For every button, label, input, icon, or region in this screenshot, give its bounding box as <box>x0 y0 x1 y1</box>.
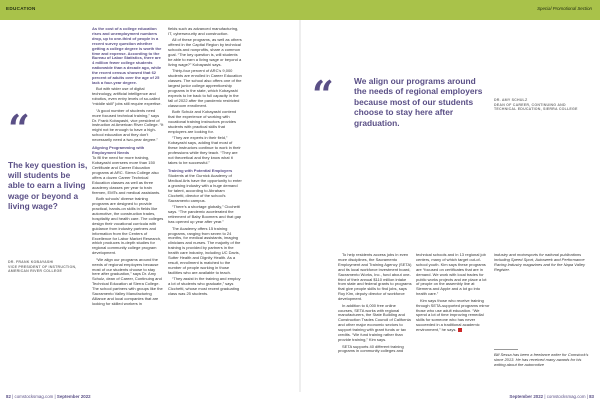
subheading: Aligning Programming with Employment Needs <box>92 145 145 155</box>
paragraph: technical schools and in 13 regional job centers, many of which target out-of-school youth. Kim says these programs are “focused on certificates that are in demand. We work with local trades for public works projects and we place a lot of people on the assembly line at Siemens and Apple and a lot go into health care.” <box>416 253 487 297</box>
quote-mark-icon: “ <box>312 72 334 117</box>
paragraph: Both Schulz and Kobayashi contend that the experience of working with vocational training instructors provides students with practical skills that employers are looking for. <box>168 109 237 134</box>
attribution-title: DEAN OF CAREER, CONTINUING AND TECHNICAL EDUCATION, SIERRA COLLEGE <box>494 102 578 112</box>
section-label: EDUCATION <box>6 6 36 11</box>
paragraph: To help residents access jobs in even more disciplines, the Sacramento Employment and Training Agency (SETA) and its local workforce investment board, Sacramento Works, Inc., fund about one-third of their annual $110 million intake from state and federal grants to programs that give people skills to find jobs, says Roy Kim, deputy director of workforce development. <box>338 253 412 302</box>
footer-separator: | <box>12 394 15 399</box>
author-bio: Bill Sessa has been a freelance writer for Comstock’s since 2013. He has received many awards for his writing about the automotive <box>494 352 589 367</box>
footer-separator: | <box>586 394 590 399</box>
paragraph-text: Kim says those who receive training through SETA-supported programs mirror those who use adult education. “We spend a lot of time improving remedial skills for someone who has never succeeded in a traditional academic environment,” he says. <box>416 297 490 333</box>
article-lede: As the cost of a college education rises and unemployment numbers drop, up to one-third of people in a recent survey question whether getting a college degree is worth the time and expense. According to the Bureau of Labor Statistics, there are 4 million fewer college students nationwide than a decade ago, while the recent census showed that 62 percent of adults over the age of 25 lack a four-year degree. <box>92 27 162 85</box>
paragraph: “There’s a shortage globally,” Cicchetti says. “The pandemic accelerated the retirement of Baby Boomers and that gap has opened up year after year.” <box>168 204 242 225</box>
paragraph: Both schools’ diverse training programs are designed to provide practical, hands-on skills in fields like automotive, the construction trades, hospitality and health care. The colleges design their vocational curricula with guidance from industry partners and information from the Centers of Excellence for Labor Market Research, which produces in-depth studies for regional community college program development. <box>92 196 164 256</box>
paragraph: Thirty-four percent of ARC’s 9,000 students are enrolled in Career Education classes. The school also offers one of the largest junior college apprenticeship programs in the state, which Kobayashi expects to be back to full capacity in the fall of 2022 after the pandemic restricted classroom enrollment. <box>168 68 242 108</box>
paragraph: industry and motorsports for national publications including Speed Sport, Autoweek and Performance Racing Industry magazines and for the Napa Valley Register. <box>494 253 586 272</box>
footer-site-link[interactable]: comstocksmag.com <box>546 394 586 399</box>
pull-quote-left-attribution <box>8 260 90 274</box>
page-number: 83 <box>589 394 594 399</box>
paragraph: But with wider use of digital technology, artificial intelligence and robotics, even entry levels of so-called “middle skill” jobs still require expertise. <box>92 86 162 107</box>
article-column-1 <box>92 27 164 389</box>
footer-issue: September 2022 <box>56 394 91 399</box>
page-gutter <box>299 20 301 392</box>
paragraph: “They assist in the training and employ a lot of students who graduate,” says Cicchetti, whose most recent graduating class was 25 students. <box>168 276 241 296</box>
paragraph: To fill the need for more training, Kobayashi oversees more than 150 Certificate and Career Education programs at ARC. Sierra College also offers a dozen Career Technical Education classes as well as three academy classes per year to train firemen, EMTs and medical assistants. <box>92 155 161 195</box>
top-banner-left <box>0 0 300 20</box>
subheading: Training with Potential Employers <box>168 167 233 173</box>
paragraph-final <box>416 299 490 333</box>
footer-separator: | <box>54 394 57 399</box>
bio-divider <box>494 349 518 350</box>
pull-quote-right-attribution <box>494 98 586 112</box>
paragraph: “A good number of students need more focused technical training,” says Dr. Frank Kobayashi, vice president of instruction at American River College. “It might not be enough to have a high-school education and they don’t necessarily need a two-year degree.” <box>92 107 164 143</box>
paragraph: “We align our programs around the needs of regional employers because most of our students choose to stay here after graduation,” says Dr. Amy Schulz, dean of Career, Continuing and Technical Education at Sierra College. The school partners with groups like the Sacramento Valley Manufacturing Alliance and local companies that are looking for skilled workers in <box>92 256 163 306</box>
footer-left <box>6 394 91 399</box>
footer-separator: | <box>544 394 547 399</box>
article-column-3 <box>338 253 412 387</box>
promo-label: Special Promotional Section <box>537 6 592 11</box>
paragraph: In addition to 6,000 free online courses, SETA works with regional manufacturers, the State Building and Construction Trades Council of California and other major economic sectors to support training with grant funds or tax credits. “We fund training rather than provide training,” Kim says. <box>338 302 411 342</box>
paragraph: All of these programs, as well as others offered in the Capital Region by technical schools and nonprofits, share a common goal. “The key question is, will students be able to earn a living wage or beyond a living wage?” Kobayashi says. <box>168 37 242 67</box>
article-column-2 <box>168 27 242 389</box>
end-mark-icon <box>458 328 462 332</box>
page-number: 82 <box>6 394 11 399</box>
attribution-name: DR. AMY SCHULZ <box>494 98 528 102</box>
quote-mark-icon: “ <box>8 106 30 151</box>
paragraph: “They are experts in their field,” Kobayashi says, adding that most of these instructors continue to work in their professions while they teach. “They are not theoretical and they know what it takes to be successful.” <box>168 135 241 165</box>
footer-site-link[interactable]: comstocksmag.com <box>14 394 54 399</box>
paragraph: SETA supports 40 different training programs in community colleges and <box>338 343 404 354</box>
article-column-4 <box>416 253 490 387</box>
footer-issue: September 2022 <box>509 394 544 399</box>
pull-quote-left: The key question is, will students be able to earn a living wage or beyond a living wage? <box>8 160 88 211</box>
paragraph: Students at the Gurnick Academy of Medical Arts have the opportunity to enter a growing industry with a huge demand for talent, according to Abraham Cicchetti, director of the school’s Sacramento campus. <box>168 173 242 203</box>
article-column-5 <box>494 253 590 343</box>
paragraph: fields such as advanced manufacturing, IT, cybersecurity and construction. <box>168 27 239 36</box>
attribution-name: DR. FRANK KOBAYASHI <box>8 260 54 264</box>
pull-quote-right: We align our programs around the needs of regional employers because most of our students choose to stay here after graduation. <box>354 76 483 128</box>
paragraph: The Academy offers 15 training programs, ranging from seven to 24 months, for medical assistants, imaging clinicians and nurses. The majority of the training is provided by partners in the health care industry, including UC Davis, Sutter Health and Dignity Health. As a result, enrollment is matched to the number of people working in those facilities who are available to teach. <box>168 225 241 275</box>
footer-right <box>509 394 594 399</box>
top-banner <box>0 0 600 20</box>
attribution-title: VICE PRESIDENT OF INSTRUCTION, AMERICAN RIVER COLLEGE <box>8 264 77 274</box>
